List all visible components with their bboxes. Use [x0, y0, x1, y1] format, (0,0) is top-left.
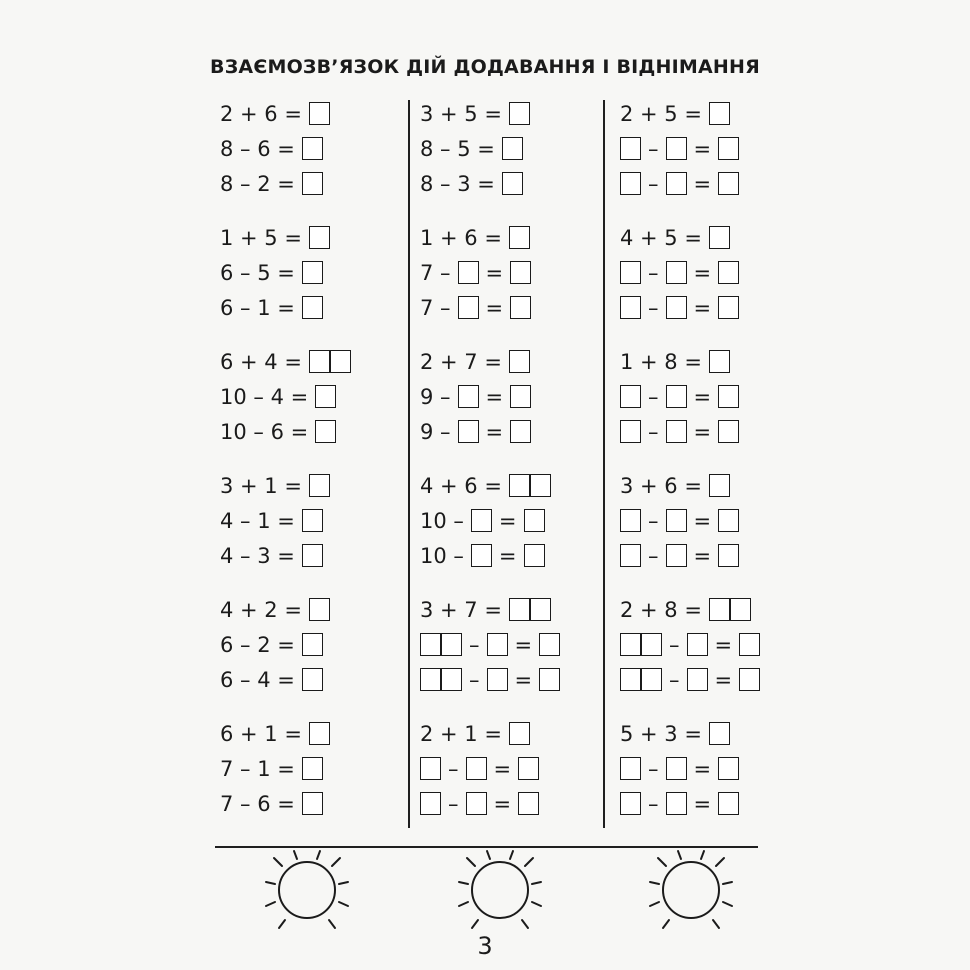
exercise-group [420, 220, 610, 344]
equation-row [220, 414, 410, 449]
equation-row [420, 255, 610, 290]
answer-box[interactable] [718, 509, 739, 532]
equation-text: – [648, 508, 659, 533]
equation-row [220, 503, 410, 538]
answer-box[interactable] [466, 757, 487, 780]
answer-box[interactable] [539, 633, 560, 656]
answer-box[interactable] [302, 137, 323, 160]
equation-row [420, 290, 610, 325]
answer-box[interactable] [666, 172, 687, 195]
answer-box[interactable] [666, 420, 687, 443]
equation-text: 3 + 7 = [420, 597, 502, 622]
equation-row [220, 290, 410, 325]
equation-row [420, 96, 610, 131]
answer-box[interactable] [730, 598, 751, 621]
equation-row [420, 786, 610, 821]
answer-box[interactable] [739, 633, 760, 656]
equation-row [620, 662, 810, 697]
equation-row [420, 503, 610, 538]
equation-text: 7 – 1 = [220, 756, 295, 781]
answer-box[interactable] [718, 757, 739, 780]
answer-box[interactable] [458, 385, 479, 408]
answer-box[interactable] [518, 757, 539, 780]
answer-box[interactable] [641, 633, 662, 656]
answer-box[interactable] [709, 102, 730, 125]
answer-box[interactable] [718, 296, 739, 319]
answer-box[interactable] [718, 792, 739, 815]
equation-row [620, 255, 810, 290]
answer-box[interactable] [420, 668, 441, 691]
equation-row [220, 786, 410, 821]
equation-row [620, 592, 810, 627]
equation-text: – [448, 791, 459, 816]
equation-row [620, 220, 810, 255]
exercise-column-1 [220, 96, 410, 840]
equation-row [620, 166, 810, 201]
answer-box[interactable] [302, 296, 323, 319]
equation-text: 10 – 4 = [220, 384, 309, 409]
answer-box[interactable] [718, 137, 739, 160]
equation-text: 8 – 5 = [420, 136, 495, 161]
answer-box[interactable] [471, 509, 492, 532]
answer-box[interactable] [524, 544, 545, 567]
equation-row [220, 255, 410, 290]
equation-text: = [693, 384, 712, 409]
column-divider [603, 100, 605, 828]
answer-box[interactable] [709, 474, 730, 497]
equation-text: = [693, 419, 712, 444]
answer-box[interactable] [466, 792, 487, 815]
answer-box[interactable] [458, 296, 479, 319]
answer-box[interactable] [302, 792, 323, 815]
equation-row [220, 592, 410, 627]
equation-row [220, 751, 410, 786]
equation-text: – [469, 667, 480, 692]
exercise-group [620, 468, 810, 592]
answer-box[interactable] [666, 296, 687, 319]
answer-box[interactable] [502, 137, 523, 160]
answer-box[interactable] [309, 598, 330, 621]
exercise-group [420, 592, 610, 716]
equation-row [220, 468, 410, 503]
answer-box[interactable] [709, 350, 730, 373]
exercise-column-3 [620, 96, 810, 840]
equation-row [220, 166, 410, 201]
equation-text: 10 – [420, 543, 464, 568]
answer-box[interactable] [315, 385, 336, 408]
equation-text: 1 + 6 = [420, 225, 502, 250]
equation-text: – [648, 171, 659, 196]
equation-row [220, 627, 410, 662]
exercise-group [620, 344, 810, 468]
answer-box[interactable] [620, 385, 641, 408]
answer-box[interactable] [330, 350, 351, 373]
exercise-group [620, 716, 810, 840]
answer-box[interactable] [510, 296, 531, 319]
answer-box[interactable] [420, 757, 441, 780]
equation-row [220, 96, 410, 131]
answer-box[interactable] [718, 544, 739, 567]
exercise-group [420, 96, 610, 220]
equation-row [420, 131, 610, 166]
exercise-group [220, 344, 410, 468]
answer-box[interactable] [510, 420, 531, 443]
equation-row [220, 379, 410, 414]
answer-box[interactable] [709, 598, 730, 621]
equation-text: – [648, 791, 659, 816]
page-title: ВЗАЄМОЗВ’ЯЗОК ДІЙ ДОДАВАННЯ І ВІДНІМАННЯ [210, 56, 760, 78]
answer-box[interactable] [487, 633, 508, 656]
equation-row [620, 538, 810, 573]
answer-box[interactable] [302, 261, 323, 284]
equation-text: – [648, 136, 659, 161]
equation-text: 1 + 5 = [220, 225, 302, 250]
answer-box[interactable] [509, 102, 530, 125]
answer-box[interactable] [309, 102, 330, 125]
equation-row [220, 538, 410, 573]
equation-row [620, 503, 810, 538]
equation-text: = [693, 136, 712, 161]
answer-box[interactable] [709, 722, 730, 745]
answer-box[interactable] [509, 474, 530, 497]
equation-text: – [648, 543, 659, 568]
answer-box[interactable] [509, 226, 530, 249]
equation-text: 4 + 6 = [420, 473, 502, 498]
equation-row [420, 538, 610, 573]
equation-text: = [693, 508, 712, 533]
equation-text: 6 – 5 = [220, 260, 295, 285]
equation-row [620, 751, 810, 786]
equation-text: 2 + 1 = [420, 721, 502, 746]
equation-text: = [498, 508, 517, 533]
answer-box[interactable] [302, 172, 323, 195]
equation-row [220, 662, 410, 697]
exercise-group [420, 468, 610, 592]
equation-text: = [693, 756, 712, 781]
answer-box[interactable] [718, 420, 739, 443]
answer-box[interactable] [709, 226, 730, 249]
equation-text: – [669, 632, 680, 657]
answer-box[interactable] [687, 668, 708, 691]
answer-box[interactable] [458, 261, 479, 284]
sun-icon [636, 848, 746, 938]
equation-text: 3 + 5 = [420, 101, 502, 126]
equation-row [420, 166, 610, 201]
equation-row [620, 468, 810, 503]
answer-box[interactable] [524, 509, 545, 532]
equation-text: = [693, 295, 712, 320]
equation-text: = [714, 667, 733, 692]
answer-box[interactable] [620, 757, 641, 780]
equation-text: 4 + 5 = [620, 225, 702, 250]
equation-text: 6 + 4 = [220, 349, 302, 374]
equation-text: 10 – [420, 508, 464, 533]
equation-text: 8 – 3 = [420, 171, 495, 196]
equation-row [620, 290, 810, 325]
equation-text: 6 – 2 = [220, 632, 295, 657]
exercise-group [220, 716, 410, 840]
equation-text: = [493, 756, 512, 781]
answer-box[interactable] [666, 385, 687, 408]
answer-box[interactable] [620, 172, 641, 195]
equation-text: – [648, 260, 659, 285]
answer-box[interactable] [666, 137, 687, 160]
answer-box[interactable] [620, 261, 641, 284]
answer-box[interactable] [620, 633, 641, 656]
sun-icon [445, 848, 555, 938]
equation-text: 6 – 4 = [220, 667, 295, 692]
exercise-group [620, 592, 810, 716]
equation-text: 7 – [420, 295, 451, 320]
equation-row [620, 344, 810, 379]
answer-box[interactable] [441, 668, 462, 691]
equation-row [420, 751, 610, 786]
answer-box[interactable] [620, 509, 641, 532]
answer-box[interactable] [502, 172, 523, 195]
equation-text: 7 – 6 = [220, 791, 295, 816]
equation-text: – [448, 756, 459, 781]
answer-box[interactable] [620, 668, 641, 691]
equation-text: 2 + 7 = [420, 349, 502, 374]
answer-box[interactable] [441, 633, 462, 656]
sun-icon [252, 848, 362, 938]
answer-box[interactable] [666, 792, 687, 815]
answer-box[interactable] [530, 474, 551, 497]
equation-row [420, 592, 610, 627]
answer-box[interactable] [530, 598, 551, 621]
equation-text: = [514, 632, 533, 657]
exercise-group [220, 592, 410, 716]
answer-box[interactable] [302, 668, 323, 691]
equation-text: 8 – 6 = [220, 136, 295, 161]
equation-text: 6 – 1 = [220, 295, 295, 320]
equation-row [420, 468, 610, 503]
equation-text: = [514, 667, 533, 692]
equation-text: 9 – [420, 384, 451, 409]
equation-text: 1 + 8 = [620, 349, 702, 374]
answer-box[interactable] [309, 350, 330, 373]
equation-text: 4 – 3 = [220, 543, 295, 568]
equation-text: = [693, 171, 712, 196]
equation-text: 10 – 6 = [220, 419, 309, 444]
answer-box[interactable] [420, 633, 441, 656]
answer-box[interactable] [620, 137, 641, 160]
equation-text: 2 + 8 = [620, 597, 702, 622]
equation-text: 3 + 1 = [220, 473, 302, 498]
equation-row [420, 716, 610, 751]
equation-row [620, 414, 810, 449]
exercise-group [220, 468, 410, 592]
equation-row [420, 414, 610, 449]
answer-box[interactable] [315, 420, 336, 443]
exercise-group [620, 220, 810, 344]
equation-text: – [648, 384, 659, 409]
answer-box[interactable] [420, 792, 441, 815]
equation-text: = [693, 791, 712, 816]
exercise-group [420, 344, 610, 468]
answer-box[interactable] [539, 668, 560, 691]
answer-box[interactable] [620, 420, 641, 443]
equation-text: 6 + 1 = [220, 721, 302, 746]
exercise-group [220, 220, 410, 344]
answer-box[interactable] [458, 420, 479, 443]
equation-text: – [469, 632, 480, 657]
equation-text: 4 + 2 = [220, 597, 302, 622]
answer-box[interactable] [666, 757, 687, 780]
answer-box[interactable] [718, 172, 739, 195]
equation-text: = [493, 791, 512, 816]
answer-box[interactable] [487, 668, 508, 691]
equation-text: 2 + 5 = [620, 101, 702, 126]
equation-text: 8 – 2 = [220, 171, 295, 196]
answer-box[interactable] [620, 792, 641, 815]
answer-box[interactable] [302, 757, 323, 780]
answer-box[interactable] [510, 385, 531, 408]
column-divider [408, 100, 410, 828]
equation-row [420, 627, 610, 662]
answer-box[interactable] [666, 509, 687, 532]
answer-box[interactable] [302, 633, 323, 656]
equation-text: = [498, 543, 517, 568]
answer-box[interactable] [509, 350, 530, 373]
equation-text: 7 – [420, 260, 451, 285]
answer-box[interactable] [309, 474, 330, 497]
equation-row [420, 379, 610, 414]
equation-text: – [669, 667, 680, 692]
answer-box[interactable] [620, 296, 641, 319]
answer-box[interactable] [518, 792, 539, 815]
equation-row [420, 662, 610, 697]
answer-box[interactable] [666, 261, 687, 284]
equation-text: 2 + 6 = [220, 101, 302, 126]
answer-box[interactable] [739, 668, 760, 691]
equation-text: = [485, 419, 504, 444]
answer-box[interactable] [666, 544, 687, 567]
equation-text: = [714, 632, 733, 657]
exercise-column-2 [420, 96, 610, 840]
equation-text: 3 + 6 = [620, 473, 702, 498]
answer-box[interactable] [309, 722, 330, 745]
exercise-group [420, 716, 610, 840]
equation-text: = [693, 543, 712, 568]
equation-row [620, 379, 810, 414]
equation-row [620, 716, 810, 751]
equation-text: 5 + 3 = [620, 721, 702, 746]
equation-row [220, 344, 410, 379]
equation-text: = [693, 260, 712, 285]
equation-row [420, 220, 610, 255]
answer-box[interactable] [641, 668, 662, 691]
equation-text: – [648, 419, 659, 444]
answer-box[interactable] [620, 544, 641, 567]
answer-box[interactable] [718, 261, 739, 284]
answer-box[interactable] [687, 633, 708, 656]
exercise-group [220, 96, 410, 220]
equation-text: = [485, 384, 504, 409]
equation-text: – [648, 295, 659, 320]
answer-box[interactable] [510, 261, 531, 284]
answer-box[interactable] [309, 226, 330, 249]
exercise-group [620, 96, 810, 220]
equation-row [620, 627, 810, 662]
answer-box[interactable] [302, 544, 323, 567]
answer-box[interactable] [302, 509, 323, 532]
answer-box[interactable] [509, 598, 530, 621]
page-number: 3 [477, 932, 493, 960]
equation-row [420, 344, 610, 379]
equation-text: 9 – [420, 419, 451, 444]
equation-text: = [485, 260, 504, 285]
equation-row [620, 96, 810, 131]
equation-row [620, 131, 810, 166]
answer-box[interactable] [718, 385, 739, 408]
equation-text: 4 – 1 = [220, 508, 295, 533]
equation-text: = [485, 295, 504, 320]
equation-row [220, 131, 410, 166]
equation-row [620, 786, 810, 821]
answer-box[interactable] [471, 544, 492, 567]
equation-row [220, 220, 410, 255]
answer-box[interactable] [509, 722, 530, 745]
equation-row [220, 716, 410, 751]
equation-text: – [648, 756, 659, 781]
